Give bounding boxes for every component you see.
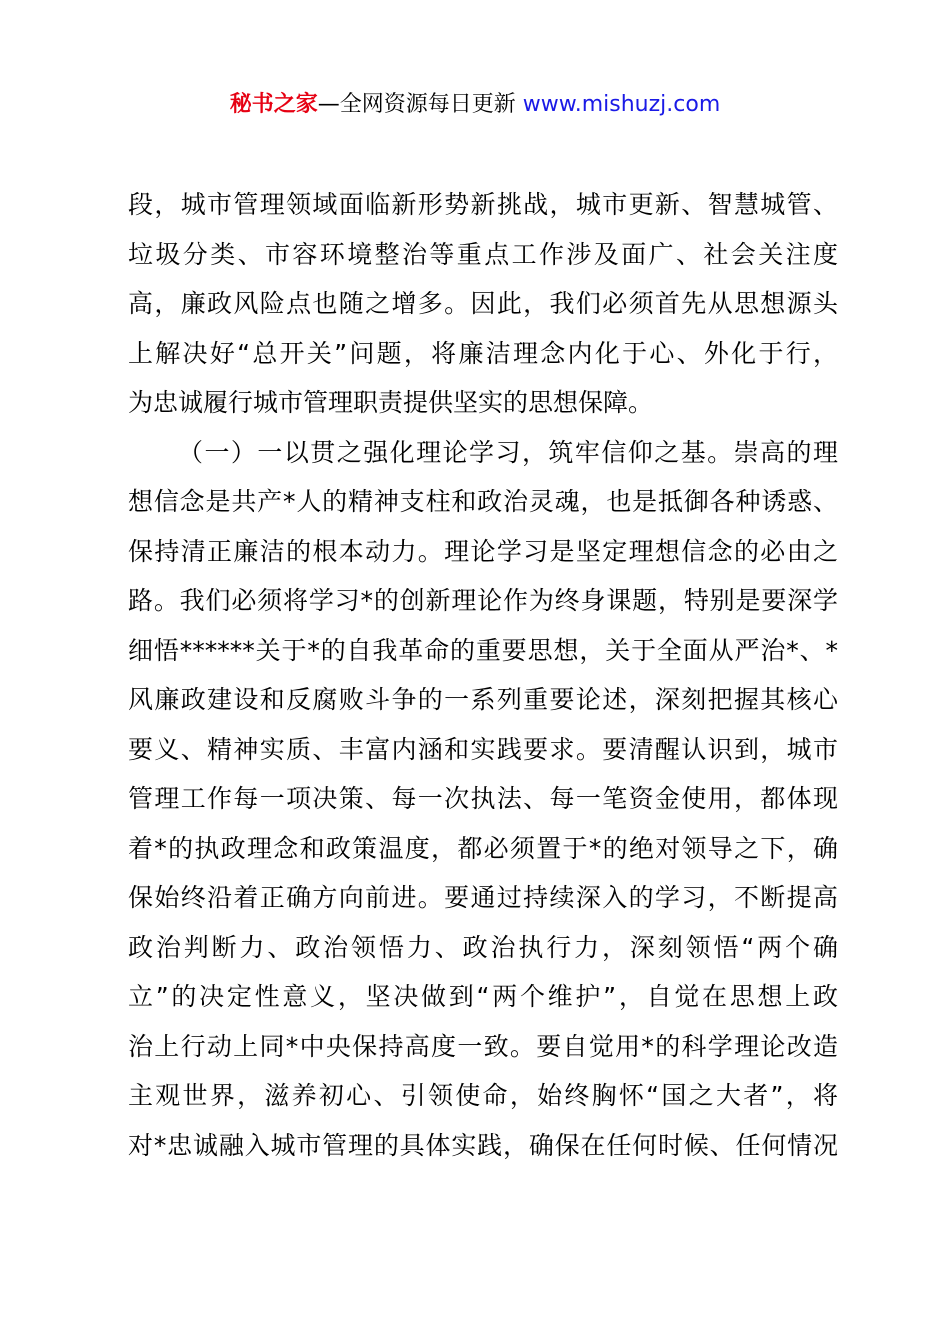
document-body <box>128 180 838 1170</box>
website-link[interactable]: www.mishuzj.com <box>522 92 721 117</box>
text-line: 细悟******关于*的自我革命的重要思想，关于全面从严治*、* <box>128 635 838 665</box>
text-line: 上解决好“总开关”问题，将廉洁理念内化于心、外化于行， <box>128 338 838 368</box>
text-line: 路。我们必须将学习*的创新理论作为终身课题，特别是要深学 <box>128 586 838 615</box>
header-tagline: —全网资源每日更新 <box>317 92 523 117</box>
text-line: 风廉政建设和反腐败斗争的一系列重要论述，深刻把握其核心 <box>128 685 838 714</box>
paragraph-heading-line: （一）一以贯之强化理论学习，筑牢信仰之基。崇高的理 <box>178 437 838 467</box>
text-line: 管理工作每一项决策、每一次执法、每一笔资金使用，都体现 <box>128 784 838 813</box>
text-line: 立”的决定性意义，坚决做到“两个维护”，自觉在思想上政 <box>128 982 838 1011</box>
text-line: 治上行动上同*中央保持高度一致。要自觉用*的科学理论改造 <box>128 1031 838 1061</box>
text-line: 政治判断力、政治领悟力、政治执行力，深刻领悟“两个确 <box>128 932 838 962</box>
text-line: 想信念是共产*人的精神支柱和政治灵魂，也是抵御各种诱惑、 <box>128 487 838 516</box>
text-line: 垃圾分类、市容环境整治等重点工作涉及面广、社会关注度 <box>128 239 838 269</box>
text-line: 主观世界，滋养初心、引领使命，始终胸怀“国之大者”，将 <box>128 1081 838 1110</box>
brand-name: 秘书之家 <box>229 92 318 117</box>
text-line: 要义、精神实质、丰富内涵和实践要求。要清醒认识到，城市 <box>128 734 838 764</box>
paragraph-last-line: 为忠诚履行城市管理职责提供坚实的思想保障。 <box>128 388 654 417</box>
text-line: 对*忠诚融入城市管理的具体实践，确保在任何时候、任何情况 <box>128 1130 838 1160</box>
text-line: 高，廉政风险点也随之增多。因此，我们必须首先从思想源头 <box>128 289 838 318</box>
text-line: 段，城市管理领域面临新形势新挑战，城市更新、智慧城管、 <box>128 190 838 219</box>
text-line: 保持清正廉洁的根本动力。理论学习是坚定理想信念的必由之 <box>128 536 838 566</box>
page-header <box>0 88 950 122</box>
text-line: 保始终沿着正确方向前进。要通过持续深入的学习，不断提高 <box>128 883 838 912</box>
text-line: 着*的执政理念和政策温度，都必须置于*的绝对领导之下，确 <box>128 833 838 863</box>
